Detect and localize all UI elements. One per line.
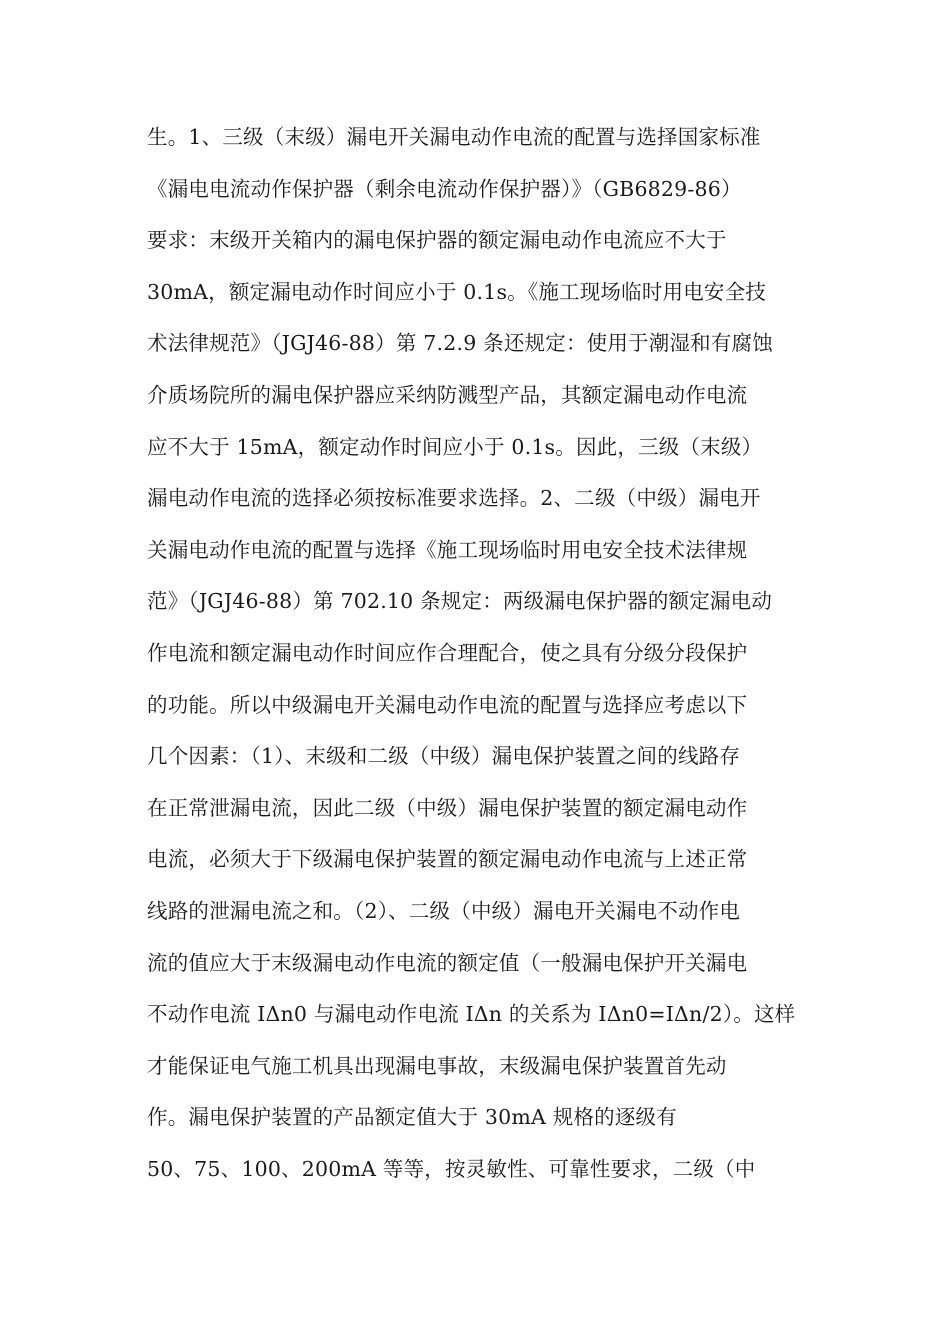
text-line: 电流，必须大于下级漏电保护装置的额定漏电动作电流与上述正常: [147, 847, 748, 872]
text-line: 30mA，额定漏电动作时间应小于 0.1s。《施工现场临时用电安全技: [147, 279, 767, 304]
text-line: 才能保证电气施工机具出现漏电事故，末级漏电保护装置首先动: [147, 1053, 727, 1078]
text-line: 漏电动作电流的选择必须按标准要求选择。2、二级（中级）漏电开: [147, 486, 761, 511]
text-line: 流的值应大于末级漏电动作电流的额定值（一般漏电保护开关漏电: [147, 950, 748, 975]
body-paragraph: [147, 116, 827, 1199]
text-line: 要求：末级开关箱内的漏电保护器的额定漏电动作电流应不大于: [147, 228, 727, 253]
text-line: 介质场院所的漏电保护器应采纳防溅型产品，其额定漏电动作电流: [147, 382, 748, 407]
text-line: 作电流和额定漏电动作时间应作合理配合，使之具有分级分段保护: [147, 640, 748, 665]
text-line: 作。漏电保护装置的产品额定值大于 30mA 规格的逐级有: [147, 1105, 677, 1130]
text-line: 在正常泄漏电流，因此二级（中级）漏电保护装置的额定漏电动作: [147, 795, 748, 820]
text-line: 术法律规范》（JGJ46-88）第 7.2.9 条还规定：使用于潮湿和有腐蚀: [147, 331, 773, 356]
text-line: 关漏电动作电流的配置与选择《施工现场临时用电安全技术法律规: [147, 537, 748, 562]
text-line: 的功能。所以中级漏电开关漏电动作电流的配置与选择应考虑以下: [147, 692, 748, 717]
text-line: 50、75、100、200mA 等等，按灵敏性、可靠性要求，二级（中: [147, 1156, 756, 1181]
text-line: 应不大于 15mA，额定动作时间应小于 0.1s。因此，三级（末级）: [147, 434, 763, 459]
text-line: 线路的泄漏电流之和。（2）、二级（中级）漏电开关漏电不动作电: [147, 898, 741, 923]
text-line: 范》（JGJ46-88）第 702.10 条规定：两级漏电保护器的额定漏电动: [147, 589, 773, 614]
text-line: 不动作电流 IΔn0 与漏电动作电流 IΔn 的关系为 IΔn0=IΔn/2）。这样: [147, 1002, 796, 1027]
text-line: 几个因素：（1）、末级和二级（中级）漏电保护装置之间的线路存: [147, 744, 741, 769]
text-line: 生。1、三级（末级）漏电开关漏电动作电流的配置与选择国家标准: [147, 125, 761, 149]
text-line: 《漏电电流动作保护器（剩余电流动作保护器）》（GB6829-86）: [147, 176, 742, 201]
